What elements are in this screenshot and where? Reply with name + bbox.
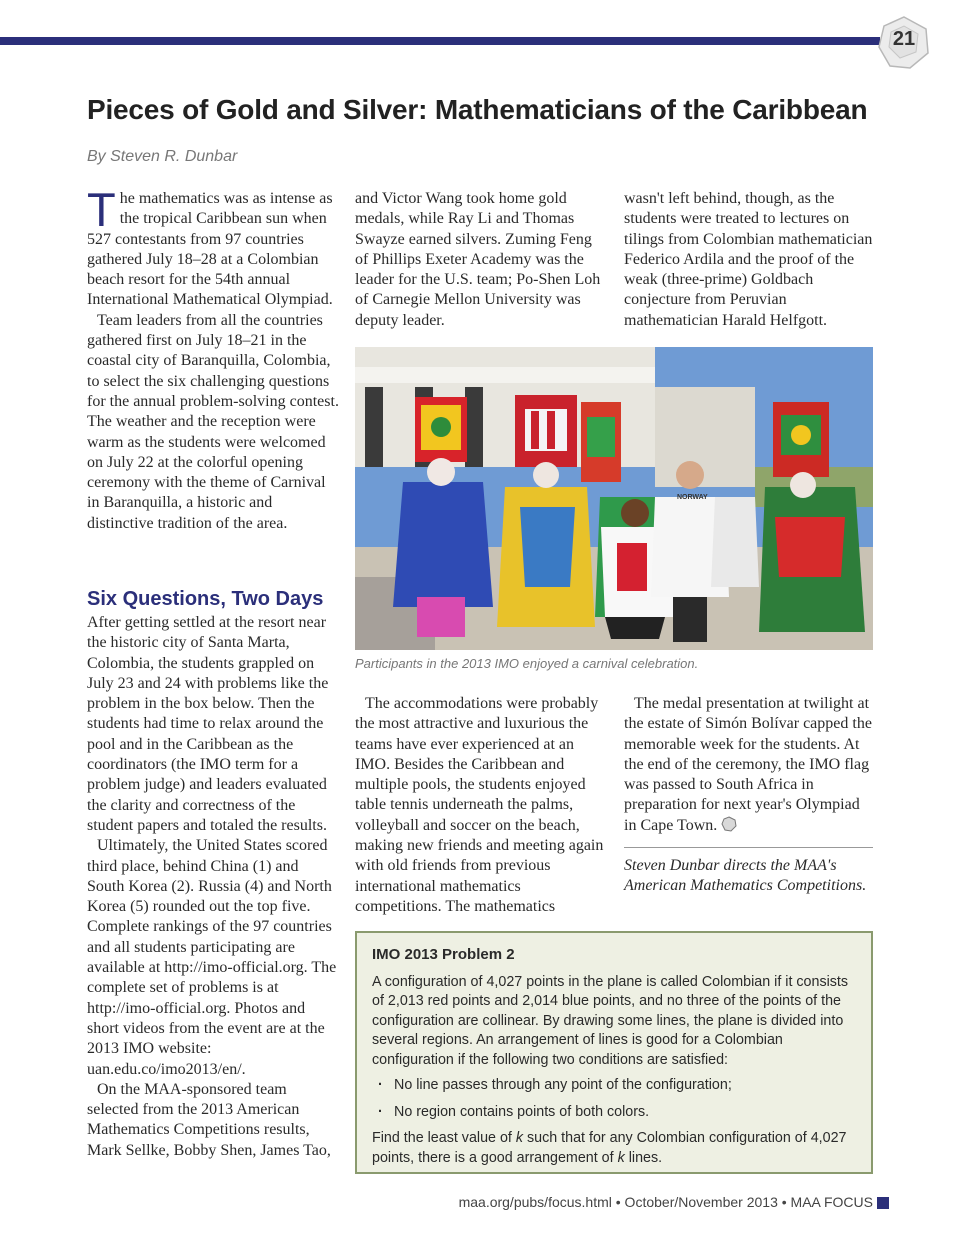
end-mark-icon	[721, 816, 737, 832]
bio-divider	[624, 847, 873, 848]
page-number-badge	[876, 14, 932, 70]
article-title: Pieces of Gold and Silver: Mathematicians of the Caribbean	[87, 94, 868, 125]
author-bio: Steven Dunbar directs the MAA's American Mathematics Competitions.	[624, 857, 867, 895]
header-rule	[0, 37, 880, 45]
column-1-top	[87, 183, 339, 534]
page-footer: maa.org/pubs/focus.html • October/November 2013 • MAA FOCUS	[458, 1194, 873, 1210]
column-1-bottom	[87, 613, 339, 1161]
norway-shirt-text: NORWAY	[677, 494, 708, 501]
paragraph: After getting settled at the resort near the historic city of Santa Marta, Colombia, the students grappled on July 23 and 24 with problems like the problem in the box below. Then the students had time to relax around the pool and in the Caribbean as the coordinators (the IMO term for a problem judge) and leaders evaluated the clarity and correctness of the student papers and totaled the results.	[87, 614, 329, 834]
column-3-top	[624, 189, 876, 331]
column-3-bottom	[624, 694, 876, 836]
footer-square	[877, 1197, 889, 1209]
section-heading: Six Questions, Two Days	[87, 588, 324, 610]
drop-cap: T	[87, 183, 116, 236]
carnival-photo	[355, 347, 873, 650]
problem-box	[355, 931, 873, 1174]
paragraph: The mathematics was as intense as the tropical Caribbean sun when 527 contestants from 97 countries gathered July 18–28 at a Colombian beach resort for the 54th annual International Mathematical Olympiad.	[87, 183, 333, 309]
paragraph: Team leaders from all the countries gathered first on July 18–21 in the coastal city of Baranquilla, Colombia, to select the six challenging questions for the annual problem-solving contest. The weather and the reception were warm as the students were welcomed on July 22 at the colorful opening ceremony with the theme of Carnival in Baranquilla, a historic and distinctive tradition of the area.	[87, 311, 339, 532]
problem-heading: IMO 2013 Problem 2	[372, 946, 515, 963]
byline: By Steven R. Dunbar	[87, 148, 238, 165]
list-item: · No line passes through any point of the configuration;	[372, 1076, 857, 1096]
paragraph: The accommodations were probably the most attractive and luxurious the teams have ever experienced at an IMO. Besides the Caribbean and multiple pools, the students enjoyed table tennis underneath the palms, volleyball and soccer on the beach, making new friends and meeting again with old friends from previous international mathematics competitions. The mathematics	[355, 695, 604, 915]
paragraph: and Victor Wang took home gold medals, while Ray Li and Thomas Swayze earned silvers. Zuming Feng of Phillips Exeter Academy was the leader for the U.S. team; Po-Shen Loh of Carnegie Mellon University was deputy leader.	[355, 190, 601, 329]
column-2-bottom	[355, 694, 607, 917]
page-number: 21	[892, 28, 916, 50]
photo-caption: Participants in the 2013 IMO enjoyed a carnival celebration.	[355, 656, 699, 671]
paragraph: Ultimately, the United States scored third place, behind China (1) and South Korea (2). Russia (4) and North Korea (5) rounded out the top five. Complete rankings of the 97 countries and all students participating are available at http://imo-official.org. The complete set of problems is at http://imo-official.org. Photos and short videos from the event are at the 2013 IMO website: uan.edu.co/imo2013/en/.	[87, 837, 337, 1078]
paragraph: The medal presentation at twilight at the estate of Simón Bolívar capped the memorable week for the students. At the end of the ceremony, the IMO flag was passed to South Africa in preparation for next year's Olympiad in Cape Town.	[624, 695, 872, 834]
problem-intro: A configuration of 4,027 points in the plane is called Colombian if it consists of 2,013 red points and 2,014 blue points, and no three of the points of the configuration are collinear. By drawing some lines, the plane is divided into several regions. An arrangement of lines is good for a Colombian configuration if the following two conditions are satisfied:	[372, 973, 849, 1068]
list-item: · No region contains points of both colors.	[372, 1103, 857, 1123]
paragraph: wasn't left behind, though, as the students were treated to lectures on tilings from Colombian mathematician Federico Ardila and the proof of the weak (three-prime) Goldbach conjecture from Peruvian mathematician Harald Helfgott.	[624, 190, 873, 329]
column-2-top	[355, 189, 607, 331]
paragraph: On the MAA-sponsored team selected from the 2013 American Mathematics Competitions results, Mark Sellke, Bobby Shen, James Tao,	[87, 1080, 331, 1159]
condition-list	[372, 1076, 857, 1122]
problem-question: Find the least value of k such that for any Colombian configuration of 4,027 points, there is a good arrangement of k lines.	[372, 1130, 847, 1166]
